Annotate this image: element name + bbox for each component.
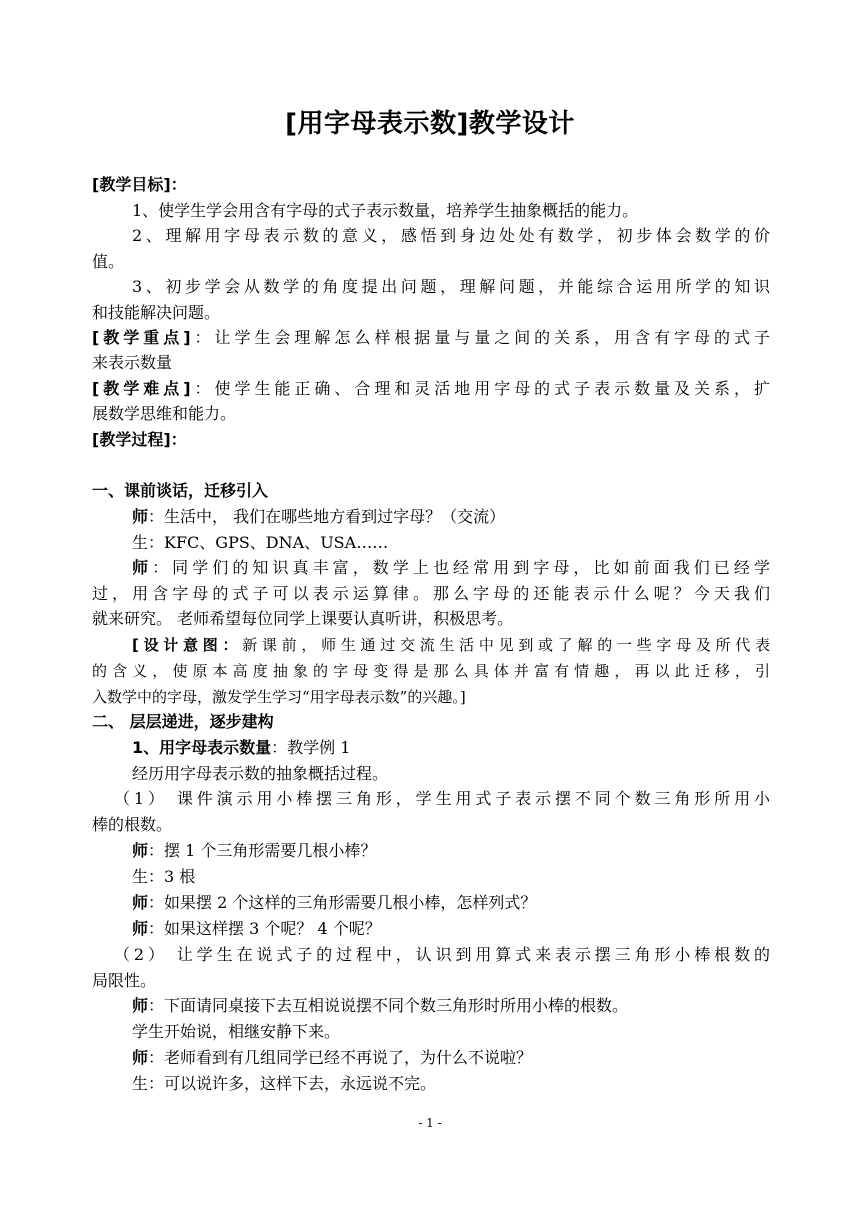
section-1-line-2: 生：KFC、GPS、DNA、USA…… bbox=[132, 533, 389, 552]
section-2-line-2: 学生开始说，相继安静下来。 bbox=[132, 1022, 341, 1041]
dialog-q5-text: ：老师看到有几组同学已经不再说了，为什么不说啦？ bbox=[148, 1048, 533, 1067]
section-2-sub-heading bbox=[132, 737, 770, 759]
section-1-line-5: 就来研究。 老师希望每位同学上课要认真听讲，积极思考。 bbox=[92, 609, 514, 628]
design-intent-label: [设计意图： bbox=[132, 636, 243, 654]
para-2-line-1: （2） 让学生在说式子的过程中，认识到用算式来表示摆三角形小棒根数的 bbox=[114, 945, 770, 964]
section-1-line-4: 过，用含字母的式子可以表示运算律。那么字母的还能表示什么呢？今天我们 bbox=[92, 584, 770, 603]
difficulty-line-2: 展数学思维和能力。 bbox=[92, 404, 237, 423]
page-number: - 1 - bbox=[418, 1116, 442, 1130]
page-title: [用字母表示数]教学设计 bbox=[285, 109, 575, 139]
difficulty-text: ：使学生能正确、合理和灵活地用字母的式子表示数量及关系，扩 bbox=[190, 379, 770, 398]
dialog-q2-text: ：如果摆 2 个这样的三角形需要几根小棒，怎样列式？ bbox=[148, 893, 537, 912]
keypoint-line-1 bbox=[92, 327, 770, 349]
sub-heading-label: 1、用字母表示数量 bbox=[132, 738, 272, 757]
section-2-line-1: 经历用字母表示数的抽象概括过程。 bbox=[132, 764, 389, 783]
dialog-q3-text: ：如果这样摆 3 个呢？ 4 个呢？ bbox=[148, 919, 381, 938]
speaker-teacher: 师 bbox=[132, 996, 149, 1015]
section-1-line-1 bbox=[132, 506, 770, 528]
speaker-teacher: 师 bbox=[132, 893, 149, 912]
dialog-q5 bbox=[132, 1047, 770, 1069]
dialog-a2: 生：可以说许多，这样下去，永远说不完。 bbox=[132, 1074, 437, 1093]
para-1-line-1: （1） 课件演示用小棒摆三角形，学生用式子表示摆不同个数三角形所用小 bbox=[114, 789, 770, 808]
speaker-teacher: 师 bbox=[132, 558, 153, 577]
keypoint-line-2: 来表示数量 bbox=[92, 353, 173, 372]
design-intent-line-3: 入数学中的字母，激发学生学习“用字母表示数”的兴趣。] bbox=[92, 688, 466, 706]
dialog-q4 bbox=[132, 995, 770, 1017]
section-2-heading: 二、 层层递进，逐步建构 bbox=[92, 712, 274, 731]
design-intent-line-1 bbox=[132, 634, 770, 656]
section-1-text-1: ：生活中， 我们在哪些地方看到过字母？（交流） bbox=[148, 507, 506, 526]
goal-3-line-2: 和技能解决问题。 bbox=[92, 303, 221, 322]
para-1-line-2: 棒的根数。 bbox=[92, 815, 173, 834]
keypoint-label: [教学重点] bbox=[92, 328, 191, 347]
difficulty-line-1 bbox=[92, 378, 770, 400]
design-intent-text: 新课前，师生通过交流生活中见到或了解的一些字母及所代表 bbox=[242, 636, 770, 654]
difficulty-label: [教学难点] bbox=[92, 379, 191, 398]
dialog-a1: 生：3 根 bbox=[132, 867, 196, 886]
design-intent-line-2: 的含义，使原本高度抽象的字母变得是那么具体并富有情趣，再以此迁移，引 bbox=[92, 662, 770, 680]
section-1-heading: 一、课前谈话，迁移引入 bbox=[92, 481, 269, 500]
speaker-teacher: 师 bbox=[132, 1048, 149, 1067]
speaker-teacher: 师 bbox=[132, 919, 149, 938]
dialog-q1-text: ：摆 1 个三角形需要几根小棒？ bbox=[148, 841, 377, 860]
goals-heading: [教学目标]： bbox=[92, 175, 187, 194]
sub-heading-text: ：教学例 1 bbox=[271, 738, 351, 757]
speaker-teacher: 师 bbox=[132, 507, 149, 526]
process-heading: [教学过程]： bbox=[92, 430, 187, 449]
speaker-teacher: 师 bbox=[132, 841, 149, 860]
dialog-q1 bbox=[132, 840, 770, 862]
section-1-line-3 bbox=[132, 557, 770, 579]
section-1-text-3: ：同学们的知识真丰富，数学上也经常用到字母，比如前面我们已经学 bbox=[152, 558, 770, 577]
goal-1: 1、使学生学会用含有字母的式子表示数量，培养学生抽象概括的能力。 bbox=[132, 201, 639, 220]
goal-3-line-1: 3、初步学会从数学的角度提出问题，理解问题，并能综合运用所学的知识 bbox=[132, 277, 770, 296]
goal-2-line-2: 值。 bbox=[92, 252, 125, 271]
dialog-q2 bbox=[132, 892, 770, 914]
para-2-line-2: 局限性。 bbox=[92, 971, 157, 990]
goal-2-line-1: 2、理解用字母表示数的意义，感悟到身边处处有数学，初步体会数学的价 bbox=[132, 226, 770, 245]
dialog-q4-text: ：下面请同桌接下去互相说说摆不同个数三角形时所用小棒的根数。 bbox=[148, 996, 629, 1015]
dialog-q3 bbox=[132, 918, 770, 940]
keypoint-text: ：让学生会理解怎么样根据量与量之间的关系，用含有字母的式子 bbox=[190, 328, 770, 347]
